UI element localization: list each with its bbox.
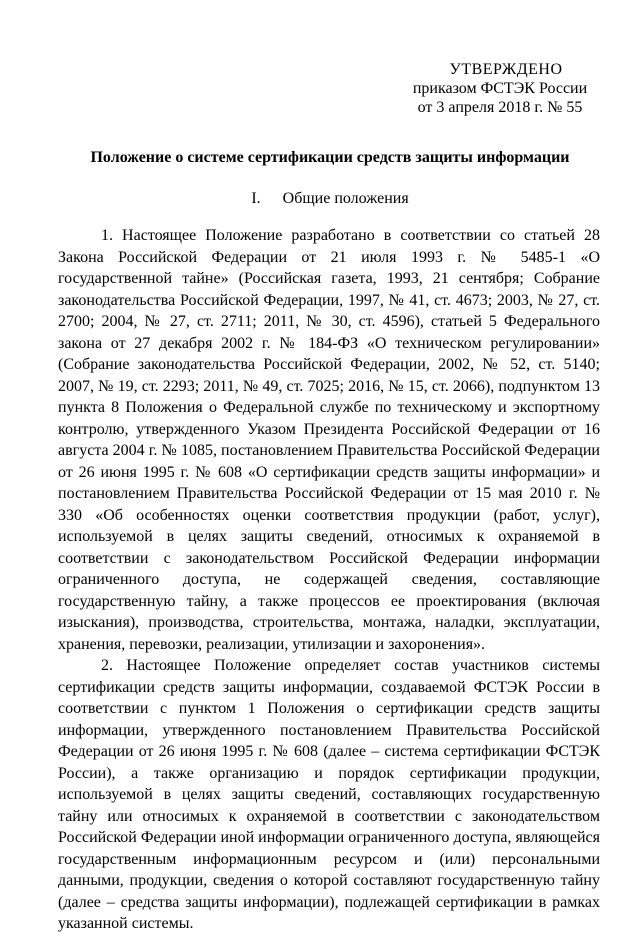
paragraph-2: 2. Настоящее Положение определяет состав участников системы сертификации средств защиты информации, создаваемой ФСТЭК России в соответствии с пунктом 1 Положения о сертификации средств защиты информации, утвержденного постановлением Правительства Российской Федерации от 26 июня 1995 г. № 608 (далее – система сертификации ФСТЭК России), а также организацию и порядок сертификации продукции, используемой в целях защиты сведений, составляющих государственную тайну или относимых к охраняемой в соответствии с законодательством Российской Федерации иной информации ограниченного доступа, являющейся государственным информационным ресурсом и (или) персональными данными, продукции, сведения о которой составляют государственную тайну (далее – средства защиты информации), подлежащей сертификации в рамках указанной системы. — [58, 657, 600, 932]
approval-stamp — [390, 60, 610, 117]
document-title: Положение о системе сертификации средств защиты информации — [90, 149, 570, 166]
approval-title: УТВЕРЖДЕНО — [449, 61, 563, 78]
section-heading — [60, 189, 600, 209]
paragraph-1: 1. Настоящее Положение разработано в соответствии со статьей 28 Закона Российской Федерации от 21 июля 1993 г. № 5485-1 «О государственной тайне» (Российская газета, 1993, 21 сентября; Собрание законодательства Российской Федерации, 1997, № 41, ст. 4673; 2003, № 27, ст. 2700; 2004, № 27, ст. 2711; 2011, № 30, ст. 4596), статьей 5 Федерального закона от 27 декабря 2002 г. № 184-ФЗ «О техническом регулировании» (Собрание законодательства Российской Федерации, 2002, № 52, ст. 5140; 2007, № 19, ст. 2293; 2011, № 49, ст. 7025; 2016, № 15, ст. 2066), подпунктом 13 пункта 8 Положения о Федеральной службе по техническому и экспортному контролю, утвержденного Указом Президента Российской Федерации от 16 августа 2004 г. № 1085, постановлением Правительства Российской Федерации от 26 июня 1995 г. № 608 «О сертификации средств защиты информации» и постановлением Правительства Российской Федерации от 15 мая 2010 г. № 330 «Об особенностях оценки соответствия продукции (работ, услуг), используемой в целях защиты сведений, относимых к охраняемой в соответствии с законодательством Российской Федерации информации ограниченного доступа, не содержащей сведения, составляющие государственную тайну, а также процессов ее проектирования (включая изыскания), производства, строительства, монтажа, наладки, эксплуатации, хранения, перевозки, реализации, утилизации и захоронения». — [58, 227, 600, 653]
approval-order: приказом ФСТЭК России — [412, 80, 588, 97]
section-number: I. — [251, 190, 261, 207]
section-title: Общие положения — [282, 190, 409, 207]
approval-date: от 3 апреля 2018 г. № 55 — [417, 99, 583, 116]
document-body — [58, 225, 600, 935]
